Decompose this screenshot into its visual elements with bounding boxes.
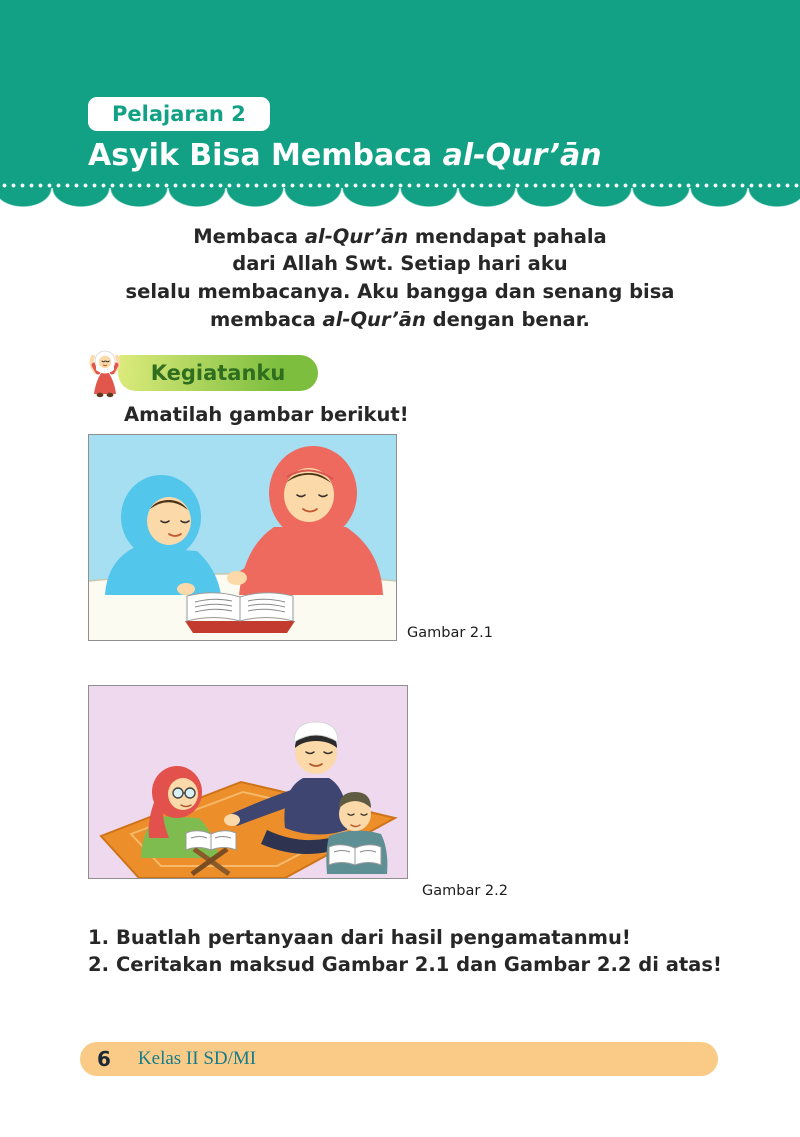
intro-text: dengan benar.: [425, 307, 590, 331]
intro-italic: al-Qur’ān: [304, 224, 409, 248]
scalloped-edge: [0, 188, 800, 207]
footer-bar: [80, 1042, 718, 1076]
hijab-girl-mascot-icon: [86, 348, 124, 398]
figure-gambar-2-2: [88, 685, 508, 900]
task-number: 1.: [88, 926, 109, 950]
activity-instruction: Amatilah gambar berikut!: [124, 403, 409, 427]
intro-line: selalu membacanya. Aku bangga dan senang bisa: [125, 279, 675, 303]
figure-caption: Gambar 2.1: [407, 625, 493, 642]
hijab-girl-mascot-icon: [86, 348, 124, 398]
intro-line: dari Allah Swt. Setiap hari aku: [232, 252, 568, 276]
intro-line: [0, 223, 800, 251]
illustration-two-women-reading-quran: [88, 434, 397, 641]
figure-gambar-2-1: [88, 434, 493, 642]
task-list: [88, 925, 800, 978]
intro-text: mendapat pahala: [408, 224, 607, 248]
task-number: 2.: [88, 952, 109, 976]
intro-text: Membaca: [193, 224, 305, 248]
kegiatanku-label: Kegiatanku: [150, 361, 286, 386]
kegiatanku-badge: [118, 355, 318, 391]
page-title: [88, 139, 800, 174]
lesson-badge: [88, 97, 270, 131]
intro-paragraph: [0, 223, 800, 334]
lesson-label: Pelajaran 2: [112, 102, 246, 126]
page-number: 6: [97, 1047, 111, 1071]
task-item: [88, 952, 800, 978]
activity-header: [86, 347, 800, 399]
title-regular: Asyik Bisa Membaca: [88, 138, 443, 173]
task-text: Buatlah pertanyaan dari hasil pengamatanmu!: [116, 926, 631, 950]
illustration-family-reading-quran-on-mat: [89, 686, 407, 878]
title-italic: al-Qur’ān: [442, 138, 602, 173]
intro-italic: al-Qur’ān: [322, 307, 426, 331]
figure-caption: Gambar 2.2: [422, 883, 508, 900]
intro-line: [0, 306, 800, 334]
task-text: Ceritakan maksud Gambar 2.1 dan Gambar 2.2 di atas!: [116, 952, 722, 976]
book-title: Kelas II SD/MI: [137, 1048, 257, 1069]
intro-text: membaca: [210, 307, 323, 331]
illustration-two-women-reading-quran: [89, 435, 396, 640]
task-item: [88, 925, 800, 951]
illustration-family-reading-quran-on-mat: [88, 685, 408, 879]
page-header: [0, 0, 800, 188]
